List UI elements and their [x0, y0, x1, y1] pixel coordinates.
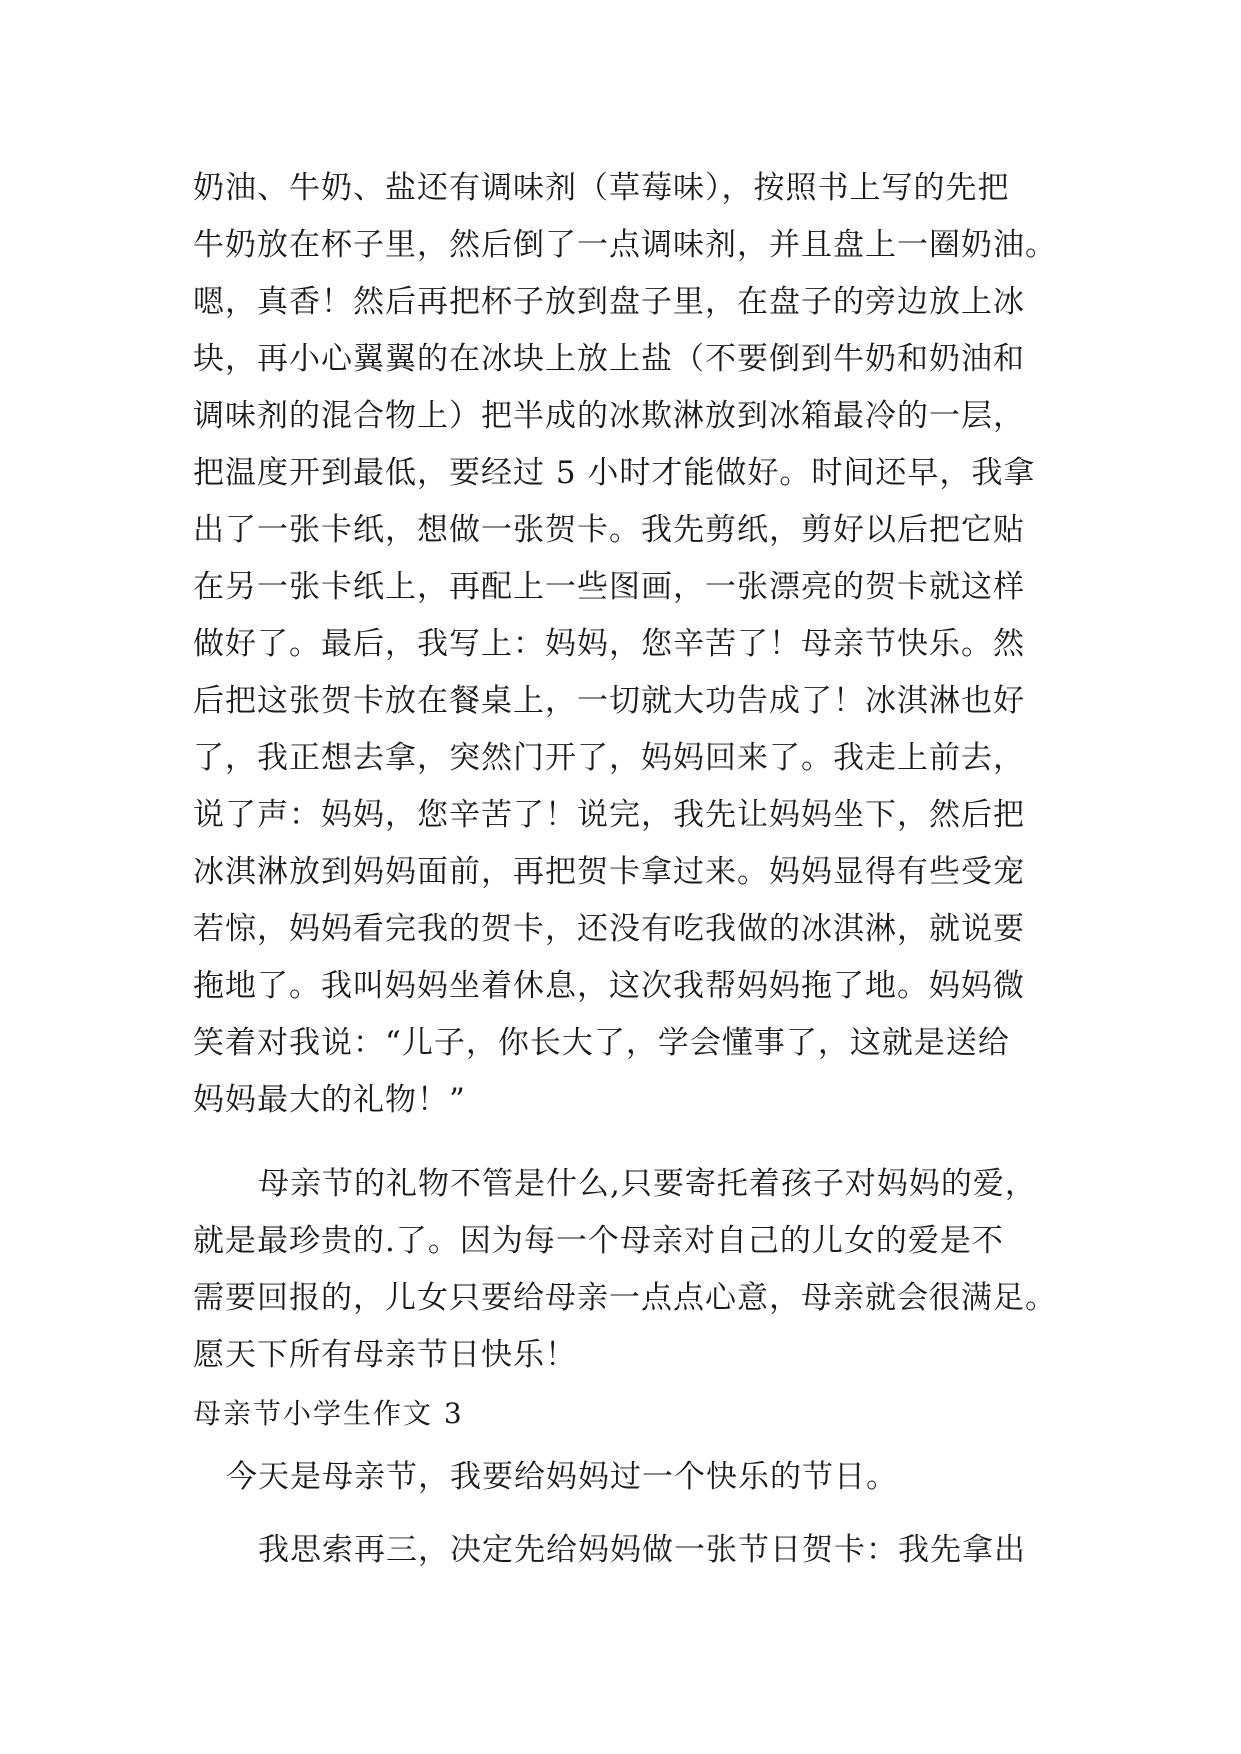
paragraph-line: 需要回报的，儿女只要给母亲一点点心意，母亲就会很满足。 — [193, 1280, 1057, 1316]
paragraph-line: 嗯，真香！然后再把杯子放到盘子里，在盘子的旁边放上冰 — [193, 284, 1025, 320]
paragraph-line: 块，再小心翼翼的在冰块上放上盐（不要倒到牛奶和奶油和 — [193, 341, 1025, 377]
paragraph-line: 把温度开到最低，要经过 5 小时才能做好。时间还早，我拿 — [193, 455, 1036, 491]
paragraph-line: 今天是母亲节，我要给妈妈过一个快乐的节日。 — [226, 1459, 898, 1495]
paragraph-line: 说了声：妈妈，您辛苦了！说完，我先让妈妈坐下，然后把 — [193, 797, 1025, 833]
paragraph-line: 做好了。最后，我写上：妈妈，您辛苦了！母亲节快乐。然 — [193, 626, 1025, 662]
paragraph-line: 出了一张卡纸，想做一张贺卡。我先剪纸，剪好以后把它贴 — [193, 512, 1025, 548]
section-heading: 母亲节小学生作文 3 — [193, 1397, 464, 1430]
paragraph-line: 拖地了。我叫妈妈坐着休息，这次我帮妈妈拖了地。妈妈微 — [193, 968, 1025, 1004]
paragraph-line: 冰淇淋放到妈妈面前，再把贺卡拿过来。妈妈显得有些受宠 — [193, 854, 1025, 890]
paragraph-line: 后把这张贺卡放在餐桌上，一切就大功告成了！冰淇淋也好 — [193, 683, 1025, 719]
paragraph-line: 牛奶放在杯子里，然后倒了一点调味剂，并且盘上一圈奶油。 — [193, 227, 1057, 263]
paragraph-line: 奶油、牛奶、盐还有调味剂（草莓味），按照书上写的先把 — [193, 170, 1010, 206]
paragraph-line: 笑着对我说：“儿子，你长大了，学会懂事了，这就是送给 — [193, 1025, 1010, 1061]
paragraph-line: 母亲节的礼物不管是什么,只要寄托着孩子对妈妈的爱， — [258, 1166, 1037, 1202]
paragraph-line: 在另一张卡纸上，再配上一些图画，一张漂亮的贺卡就这样 — [193, 569, 1025, 605]
paragraph-line: 妈妈最大的礼物！” — [193, 1082, 466, 1118]
paragraph-line: 了，我正想去拿，突然门开了，妈妈回来了。我走上前去， — [193, 740, 1025, 776]
paragraph-line: 调味剂的混合物上）把半成的冰欺淋放到冰箱最冷的一层， — [193, 398, 1025, 434]
paragraph-line: 若惊，妈妈看完我的贺卡，还没有吃我做的冰淇淋，就说要 — [193, 911, 1025, 947]
paragraph-line: 愿天下所有母亲节日快乐！ — [193, 1337, 577, 1373]
paragraph-line: 就是最珍贵的.了。因为每一个母亲对自己的儿女的爱是不 — [193, 1223, 1004, 1259]
paragraph-line: 我思索再三，决定先给妈妈做一张节日贺卡：我先拿出 — [258, 1532, 1026, 1568]
